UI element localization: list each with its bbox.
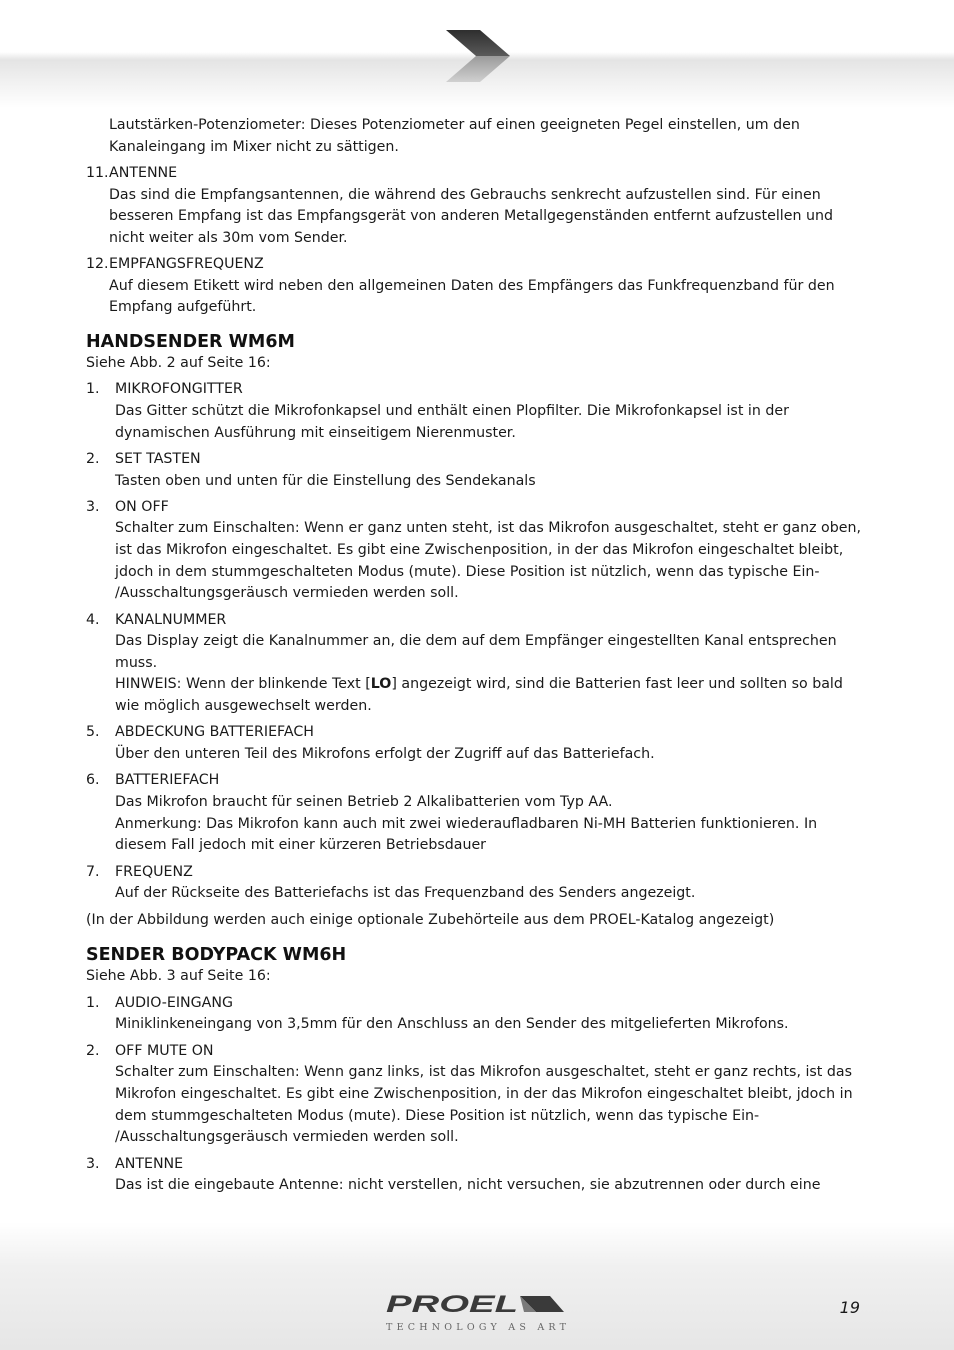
- text-line: Das sind die Empfangsantennen, die während des Gebrauchs senkrecht aufzustellen sind. Für einen: [109, 186, 821, 203]
- list-item: [86, 1041, 866, 1149]
- item-number: 1.: [86, 381, 100, 398]
- list-item: [86, 1154, 866, 1197]
- text-line: Das Mikrofon braucht für seinen Betrieb 2 Alkalibatterien vom Typ AA.: [115, 794, 613, 810]
- text-line: Das Gitter schützt die Mikrofonkapsel und enthält einen Plopfilter. Die Mikrofonkapsel ist in der: [115, 402, 789, 419]
- text-line: Über den unteren Teil des Mikrofons erfolgt der Zugriff auf das Batteriefach.: [115, 746, 655, 763]
- section-intro: Siehe Abb. 2 auf Seite 16:: [86, 354, 271, 371]
- text-line: Miniklinkeneingang von 3,5mm für den Anschluss an den Sender des mitgelieferten Mikrofons.: [115, 1016, 789, 1033]
- list-item: [86, 722, 866, 765]
- proel-logo: [384, 1290, 570, 1336]
- list-item: [86, 770, 866, 856]
- text-line: /Ausschaltungsgeräusch vermieden werden soll.: [115, 1129, 459, 1146]
- item-number: 4.: [86, 611, 100, 628]
- section-heading: SENDER BODYPACK WM6H: [86, 945, 347, 966]
- text-line: besseren Empfang ist das Empfangsgerät von anderen Metallgegenständen entfernt aufzustellen und: [109, 208, 833, 225]
- text-line: muss.: [115, 654, 158, 671]
- item-number: 2.: [86, 1042, 100, 1059]
- item-number: 5.: [86, 724, 100, 741]
- text-line: dynamischen Ausführung mit einseitigem Nierenmuster.: [115, 424, 516, 441]
- item-title: KANALNUMMER: [115, 611, 227, 628]
- hint-line: [115, 674, 866, 696]
- list-item: [86, 449, 866, 492]
- text-line: Auf der Rückseite des Batteriefachs ist das Frequenzband des Senders angezeigt.: [115, 885, 696, 902]
- text-line: Das Display zeigt die Kanalnummer an, die dem auf dem Empfänger eingestellten Kanal entsprechen: [115, 633, 837, 650]
- text-line: Kanaleingang im Mixer nicht zu sättigen.: [109, 138, 399, 155]
- text-line: Empfang aufgeführt.: [109, 299, 257, 316]
- list-item: [86, 497, 866, 605]
- item-title: BATTERIEFACH: [115, 772, 220, 789]
- text-line: Anmerkung: Das Mikrofon kann auch mit zwei wiederaufladbaren Ni-MH Batterien funktionieren. In: [115, 815, 818, 832]
- item-title: ABDECKUNG BATTERIEFACH: [115, 724, 314, 741]
- section-intro: Siehe Abb. 3 auf Seite 16:: [86, 968, 271, 985]
- hint-lo-indicator: LO: [370, 676, 392, 693]
- item-title: SET TASTEN: [115, 450, 201, 467]
- item-title: AUDIO-EINGANG: [115, 994, 233, 1011]
- item-title: ANTENNE: [115, 1155, 184, 1172]
- text-line: wie möglich ausgewechselt werden.: [115, 698, 372, 715]
- text-line: Schalter zum Einschalten: Wenn er ganz unten steht, ist das Mikrofon ausgeschaltet, steht er ganz oben,: [115, 520, 861, 537]
- list-item: [86, 862, 866, 905]
- item-title: EMPFANGSFREQUENZ: [109, 256, 264, 273]
- text-line: Das ist die eingebaute Antenne: nicht verstellen, nicht versuchen, sie abzutrennen oder durch eine: [115, 1177, 821, 1194]
- text-line: diesem Fall jedoch mit einer kürzeren Betriebsdauer: [115, 837, 487, 854]
- text-line: Lautstärken-Potenziometer: Dieses Potenziometer auf einen geeigneten Pegel einstellen, um den: [109, 117, 800, 133]
- item-number: 2.: [86, 450, 100, 467]
- text-line: Auf diesem Etikett wird neben den allgemeinen Daten des Empfängers das Funkfrequenzband für den: [109, 277, 835, 294]
- section-heading: HANDSENDER WM6M: [86, 331, 295, 352]
- page-number: 19: [839, 1298, 860, 1317]
- text-line: ist das Mikrofon eingeschaltet. Es gibt eine Zwischenposition, in der das Mikrofon eingeschaltet bleibt,: [115, 542, 844, 559]
- text-line: /Ausschaltungsgeräusch vermieden werden soll.: [115, 585, 459, 602]
- item-number: 6.: [86, 772, 100, 789]
- hint-text: HINWEIS: Wenn der blinkende Text [: [115, 676, 371, 693]
- item-title: MIKROFONGITTER: [115, 381, 243, 398]
- logo-wordmark: PROEL: [386, 1291, 518, 1318]
- item-title: ANTENNE: [109, 164, 178, 181]
- text-line: Schalter zum Einschalten: Wenn ganz links, ist das Mikrofon ausgeschaltet, steht er ganz rechts, ist das: [115, 1064, 852, 1081]
- list-item: [86, 993, 866, 1036]
- hint-text: ] angezeigt wird, sind die Batterien fast leer und sollten so bald: [391, 676, 843, 693]
- text-line: dem stummgeschalteten Modus (mute). Diese Position ist nützlich, wenn das typische Ein-: [115, 1107, 760, 1124]
- text-line: Mikrofon eingeschaltet. Es gibt eine Zwischenposition, in der das Mikrofon eingeschaltet bleibt, jdoch in: [115, 1085, 853, 1102]
- item-title: OFF MUTE ON: [115, 1042, 214, 1059]
- item-number: 12.: [86, 256, 109, 273]
- item-title: ON OFF: [115, 498, 169, 515]
- header-arrow-icon: [444, 28, 512, 84]
- continued-paragraph: [86, 115, 866, 158]
- item-number: 3.: [86, 1155, 100, 1172]
- text-line: Tasten oben und unten für die Einstellung des Sendekanals: [115, 472, 536, 489]
- item-number: 1.: [86, 994, 100, 1011]
- logo-tagline: TECHNOLOGY AS ART: [386, 1322, 566, 1333]
- list-item: [86, 254, 866, 319]
- text-line: nicht weiter als 30m vom Sender.: [109, 229, 348, 246]
- figure-note: (In der Abbildung werden auch einige optionale Zubehörteile aus dem PROEL-Katalog angezeigt): [86, 911, 775, 928]
- text-line: jdoch in dem stummgeschalteten Modus (mute). Diese Position ist nützlich, wenn das typische Ein-: [115, 563, 820, 580]
- list-item: [86, 610, 866, 718]
- item-number: 3.: [86, 498, 100, 515]
- item-title: FREQUENZ: [115, 863, 193, 880]
- item-number: 11.: [86, 164, 109, 181]
- page-content: [86, 115, 866, 1197]
- list-item: [86, 379, 866, 444]
- list-item: [86, 163, 866, 249]
- item-number: 7.: [86, 863, 100, 880]
